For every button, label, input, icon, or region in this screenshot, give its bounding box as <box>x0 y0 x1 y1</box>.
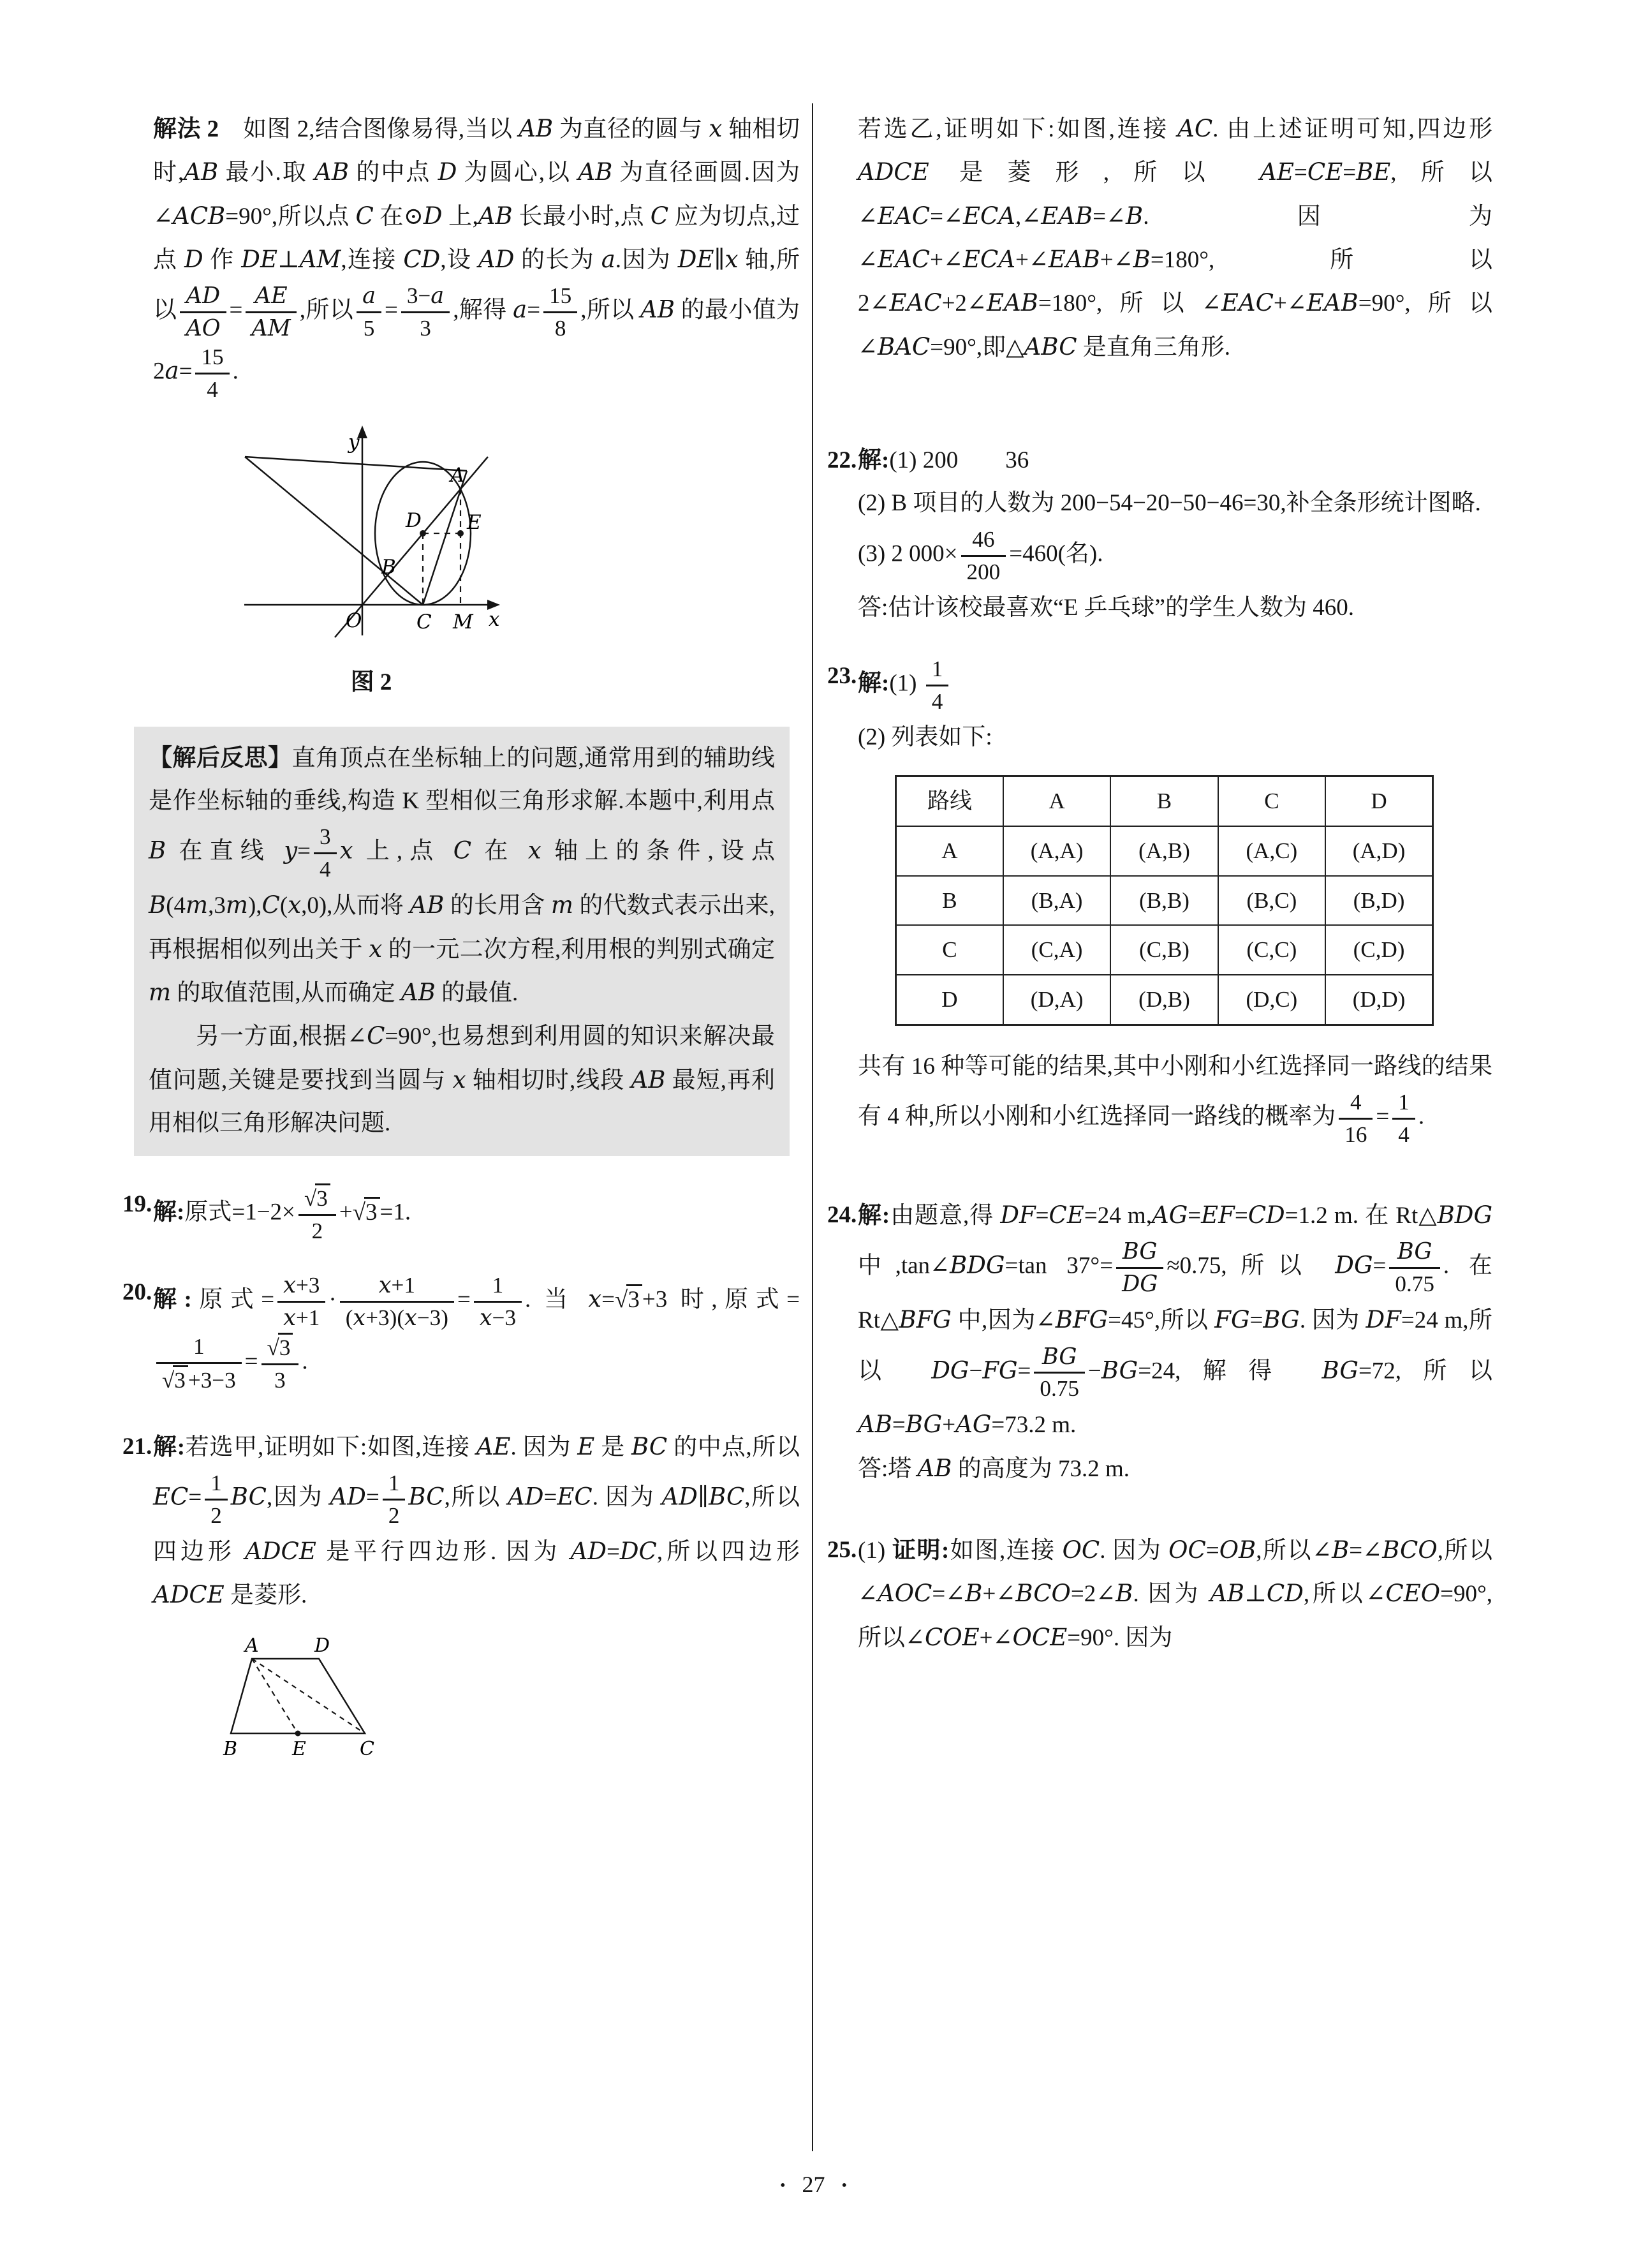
label-B: B <box>223 1737 238 1760</box>
math-var: CD <box>1266 1580 1304 1608</box>
math-var: BAC <box>878 332 931 360</box>
math-var: C <box>650 202 669 230</box>
math-var: AB <box>184 158 219 186</box>
fraction: $\frac{3-a}{3}$ <box>401 281 450 343</box>
radical-icon: √ <box>304 1186 317 1212</box>
sqrt: √3 <box>353 1199 380 1226</box>
math-var: AD <box>570 1538 607 1566</box>
column-left <box>122 107 800 1775</box>
math-var: AM <box>251 315 291 342</box>
bold-label: 解: <box>858 670 890 697</box>
math-var: x <box>709 115 723 142</box>
math-var: C <box>367 1022 385 1050</box>
item-body <box>858 1529 1492 1659</box>
table-row <box>896 925 1433 975</box>
figure-2-canvas <box>236 423 506 643</box>
fraction: $\frac{3}{4}$ <box>314 822 337 884</box>
line-vertex-to-C <box>245 457 423 605</box>
math-var: a <box>513 295 527 323</box>
math-var: BG <box>1321 1356 1358 1384</box>
label-D: D <box>406 509 422 533</box>
math-var: m <box>149 978 172 1006</box>
bold-label: 证明: <box>892 1538 950 1564</box>
math-var: AD <box>478 245 515 273</box>
answer-line-1: 解:(1) 200 36 <box>858 447 1029 473</box>
math-var: DE <box>241 245 277 273</box>
math-var: x <box>283 1305 296 1331</box>
math-var: D <box>184 245 203 273</box>
bold-label: 【解后反思】 <box>149 745 292 771</box>
page-number: 27 <box>802 2172 825 2197</box>
math-var: CE <box>1049 1201 1084 1229</box>
math-var: AB <box>401 978 436 1006</box>
fraction: $\frac{1}{√3 +3-3}$ <box>156 1332 242 1395</box>
math-var: a <box>362 283 376 309</box>
math-var: B <box>1332 1536 1350 1564</box>
point-E-dot <box>295 1730 301 1736</box>
math-var: C <box>453 836 472 864</box>
math-var: AOC <box>878 1580 932 1608</box>
table-cell: (B,B) <box>1110 876 1218 926</box>
math-var: x <box>452 1065 466 1093</box>
fraction: $\frac{√3}{3}$ <box>261 1332 299 1395</box>
figure-trapezoid <box>217 1636 383 1775</box>
solution-item-25 <box>827 1529 1492 1659</box>
item-body: 解:若选甲,证明如下:如图,连接 AE. 因为 E 是 BC 的中点,所以 EC= $\frac{1}{2}$ BC,因为 AD= $\frac{1}{2}$ BC,所以 AD=EC. 因为 AD∥BC,所以四边形 ADCE 是平行四边形. 因为 AD=DC,所以四边形 ADCE 是菱形. <box>153 1432 800 1609</box>
math-var: BE <box>1356 158 1391 186</box>
outcome-table-body <box>896 826 1433 1025</box>
math-var: BDG <box>950 1251 1005 1279</box>
math-var: B <box>965 1580 983 1608</box>
math-var: BG <box>1122 1238 1158 1265</box>
math-var: AB <box>478 202 513 230</box>
math-var: BCO <box>1015 1580 1071 1608</box>
header-cell: B <box>1110 776 1218 826</box>
math-var: CD <box>1248 1201 1285 1229</box>
fraction: $\frac{46}{200}$ <box>961 525 1006 586</box>
table-cell: (A,A) <box>1003 826 1110 876</box>
math-var: AE <box>1260 158 1295 186</box>
footer-dot-right: • <box>841 2177 847 2194</box>
math-var: AG <box>1151 1201 1188 1229</box>
reflection-paragraph-2: 另一方面,根据∠C=90°,也易想到利用圆的知识来解决最值问题,关键是要找到当圆与 x 轴相切时,线段 AB 最短,再利用相似三角形解决问题. <box>149 1022 776 1136</box>
fraction: $\frac{1}{2}$ <box>383 1469 406 1530</box>
answer-line-2: (2) 列表如下: <box>858 723 992 750</box>
table-cell: (D,C) <box>1218 975 1325 1025</box>
table-cell: (B,C) <box>1218 876 1325 926</box>
label-M: M <box>453 611 473 634</box>
header-cell: C <box>1218 776 1325 826</box>
math-var: BFG <box>1055 1306 1108 1334</box>
math-var: EAC <box>878 245 931 273</box>
item-number: 25. <box>827 1537 857 1564</box>
sqrt: √3 <box>304 1186 330 1211</box>
sqrt: √3 <box>267 1335 293 1360</box>
math-var: AB <box>631 1065 666 1093</box>
column-right <box>827 107 1492 1659</box>
label-x: x <box>489 608 500 632</box>
math-var: OC <box>1062 1536 1100 1564</box>
math-var: ADCE <box>858 158 929 186</box>
header-cell: 路线 <box>896 776 1003 826</box>
fraction: $\frac{1}{2}$ <box>205 1469 228 1530</box>
item-body: 解:原式= $\frac{x+3}{x+1}$ · $\frac{x+1}{(x+3)(x-3)}$ = $\frac{1}{x-3}$ . 当 x=√3 +3 时,原式= $\frac{1}{√3 +3-3}$ = $\frac{√3}{3}$ . <box>153 1271 800 1395</box>
math-var: x <box>527 836 541 864</box>
math-var: AO <box>186 315 221 342</box>
math-var: EAC <box>878 202 931 230</box>
math-var: DE <box>677 245 714 273</box>
footer-dot-left: • <box>780 2177 786 2194</box>
solution-item-19 <box>122 1183 800 1245</box>
math-var: BG <box>1397 1238 1432 1265</box>
trapezoid-canvas <box>217 1636 383 1761</box>
answer-line-1: 解:由题意,得 DF=CE=24 m,AG=EF=CD=1.2 m. 在 Rt△BDG 中,tan∠BDG=tan 37°= $\frac{BG}{DG}$ ≈0.75,所以 DG= $\frac{BG}{0.75}$ . 在 Rt△BFG 中,因为∠BFG=45°,所以 FG=BG. 因为 DF=24 m,所以 DG−FG= $\frac{BG}{0.75}$ −BG=24,解得 BG=72,所以 AB=BG+AG=73.2 m. <box>858 1201 1493 1439</box>
math-var: BCO <box>1382 1536 1438 1564</box>
math-var: AD <box>508 1483 544 1511</box>
table-header-row <box>896 776 1433 826</box>
math-var: EAB <box>1041 202 1093 230</box>
math-var: x <box>479 1305 492 1331</box>
math-var: AD <box>661 1483 698 1511</box>
fraction <box>1116 1237 1163 1298</box>
math-var: m <box>186 891 209 919</box>
math-var: AC <box>1177 115 1213 142</box>
item-number: 22. <box>827 447 857 473</box>
dashed-AE <box>252 1659 298 1733</box>
math-var: ACB <box>173 202 226 230</box>
math-var: FG <box>1214 1306 1250 1334</box>
math-var: BG <box>1263 1306 1300 1334</box>
math-var: OC <box>1168 1536 1206 1564</box>
fraction: $\frac{BG}{0.75}$ <box>1389 1237 1440 1298</box>
item-number: 21. <box>122 1433 152 1460</box>
label-B: B <box>381 556 396 579</box>
math-var: ECA <box>962 202 1015 230</box>
math-var: COE <box>925 1623 980 1651</box>
math-var: BDG <box>1437 1201 1493 1229</box>
fraction: $\frac{1}{4}$ <box>926 655 949 716</box>
math-var: AE <box>476 1432 511 1460</box>
table-cell: (D,A) <box>1003 975 1110 1025</box>
math-var: B <box>149 836 166 864</box>
bold-label: 解: <box>153 1434 186 1460</box>
answer-conclusion: 答:塔 AB 的高度为 73.2 m. <box>858 1454 1130 1482</box>
math-var: EAB <box>986 289 1038 317</box>
math-var: a <box>601 245 615 273</box>
math-var: EAB <box>1306 289 1358 317</box>
math-var: a <box>165 357 179 385</box>
math-var: AB <box>1210 1580 1245 1608</box>
math-var: AD <box>330 1483 366 1511</box>
bold-label: 解: <box>153 1199 185 1226</box>
math-var: a <box>431 283 445 309</box>
item-number: 19. <box>122 1191 152 1218</box>
math-var: BC <box>408 1483 445 1511</box>
math-var: m <box>225 891 248 919</box>
table-cell: (A,B) <box>1110 826 1218 876</box>
header-cell: D <box>1325 776 1432 826</box>
math-var: CD <box>403 245 441 273</box>
math-var: D <box>423 202 443 230</box>
math-var: B <box>149 891 166 919</box>
math-var: FG <box>982 1356 1018 1384</box>
item-body: 解:原式=1−2× $\frac{√3}{2}$ +√3 =1. <box>153 1183 800 1245</box>
math-var: OB <box>1219 1536 1256 1564</box>
math-var: AE <box>254 283 288 309</box>
math-var: C <box>355 202 374 230</box>
math-var: EC <box>557 1483 593 1511</box>
math-var: DG <box>1122 1271 1158 1298</box>
item-number: 24. <box>827 1201 857 1228</box>
radical-icon: √ <box>267 1335 279 1360</box>
math-var: BG <box>1101 1356 1138 1384</box>
math-var: EAC <box>1221 289 1274 317</box>
label-E: E <box>467 511 482 535</box>
fraction: $\frac{1}{4}$ <box>1392 1088 1415 1149</box>
math-var: C <box>261 891 280 919</box>
bold-label: 解: <box>858 1202 890 1229</box>
fraction: $\frac{x+3}{x+1}$ <box>277 1271 325 1332</box>
math-var: ECA <box>962 245 1015 273</box>
math-var: m <box>550 891 574 919</box>
math-var: AB <box>917 1454 952 1482</box>
figure-2-caption: 图 2 <box>350 669 392 696</box>
math-var: AB <box>314 158 350 186</box>
math-var: AB <box>640 295 675 323</box>
math-var: AM <box>299 245 341 273</box>
answer-conclusion: 共有 16 种等可能的结果,其中小刚和小红选择同一路线的结果有 4 种,所以小刚和小红选择同一路线的概率为 $\frac{4}{16}$ = $\frac{1}{4}$ . <box>858 1045 1492 1149</box>
math-var: OCE <box>1012 1623 1068 1651</box>
method2-paragraph: 解法 2 如图 2,结合图像易得,当以 AB 为直径的圆与 x 轴相切时,AB 最小.取 AB 的中点 D 为圆心,以 AB 为直径画圆.因为∠ACB=90°,所以点 C 在⊙D 上,AB 长最小时,点 C 应为切点,过点 D 作 DE⊥AM,连接 CD,设 AD 的长为 a.因为 DE∥x 轴,所以 $\frac{AD}{AO}$ = $\frac{AE}{AM}$ ,所以 $\frac{a}{5}$ = $\frac{3-a}{3}$ ,解得 a= $\frac{15}{8}$ ,所以 AB 的最小值为 2a= $\frac{15}{4}$ . <box>153 107 800 404</box>
fraction: $\frac{15}{4}$ <box>195 343 229 404</box>
solution-item-22 <box>827 439 1492 629</box>
math-var: B <box>1115 1580 1133 1608</box>
math-var: DC <box>619 1538 657 1566</box>
math-var: DG <box>1335 1251 1373 1279</box>
math-var: EC <box>153 1483 189 1511</box>
math-var: CE <box>1307 158 1343 186</box>
math-var: DF <box>1000 1201 1036 1229</box>
sqrt: √3 <box>615 1287 642 1313</box>
fraction: $\frac{x+1}{(x+3)(x-3)}$ <box>340 1271 454 1332</box>
math-var: x <box>288 891 302 919</box>
math-var: AB <box>578 158 613 186</box>
fraction: $\frac{√3}{2}$ <box>298 1183 336 1245</box>
table-cell: (D,B) <box>1110 975 1218 1025</box>
label-O: O <box>346 609 362 633</box>
outcome-table <box>895 775 1434 1026</box>
answer-conclusion: 答:估计该校最喜欢“E 乒乓球”的学生人数为 460. <box>858 594 1354 621</box>
bold-label: 解法 2 <box>153 116 219 142</box>
label-A: A <box>450 464 465 487</box>
item-body <box>858 1194 1492 1490</box>
table-cell: (C,A) <box>1003 925 1110 975</box>
table-cell: D <box>896 975 1003 1025</box>
math-var: ABC <box>1024 332 1077 360</box>
math-var: B <box>1126 202 1144 230</box>
label-y: y <box>348 431 360 454</box>
math-var: BG <box>905 1411 943 1439</box>
table-cell: B <box>896 876 1003 926</box>
math-var: ADCE <box>153 1581 225 1609</box>
math-var: x <box>404 1305 417 1331</box>
label-C: C <box>416 611 432 634</box>
label-A: A <box>245 1636 259 1657</box>
math-var: DF <box>1366 1306 1401 1334</box>
math-var: B <box>1133 245 1151 273</box>
math-var: E <box>577 1432 595 1460</box>
math-var: BC <box>709 1483 745 1511</box>
table-row <box>896 876 1433 926</box>
math-var: x <box>353 1305 366 1331</box>
math-var: x <box>369 935 383 963</box>
label-C: C <box>360 1737 374 1760</box>
math-var: ADCE <box>245 1538 316 1566</box>
table-cell: (C,B) <box>1110 925 1218 975</box>
outcome-table-head <box>896 776 1433 826</box>
table-cell: (A,C) <box>1218 826 1325 876</box>
table-cell: (D,D) <box>1325 975 1432 1025</box>
trapezoid-outline <box>231 1659 365 1733</box>
math-var: BC <box>631 1432 668 1460</box>
fraction <box>246 281 296 343</box>
math-var: x <box>339 836 353 864</box>
table-cell: (B,A) <box>1003 876 1110 926</box>
table-cell: (C,D) <box>1325 925 1432 975</box>
page-footer <box>0 2164 1627 2206</box>
dashed-AC <box>252 1659 365 1733</box>
math-var: DG <box>931 1356 969 1384</box>
item-number: 23. <box>827 662 857 689</box>
header-cell: A <box>1003 776 1110 826</box>
math-var: AB <box>519 115 554 142</box>
math-var: D <box>438 158 457 186</box>
fraction <box>180 281 226 343</box>
fraction: $\frac{a}{5}$ <box>357 281 381 343</box>
table-cell: (B,D) <box>1325 876 1432 926</box>
reflection-paragraph-1: 【解后反思】直角顶点在坐标轴上的问题,通常用到的辅助线是作坐标轴的垂线,构造 K 型相似三角形求解.本题中,利用点 B 在直线 y= $\frac{3}{4}$ x 上,点 C 在 x 轴上的条件,设点 B(4m,3m),C(x,0),从而将 AB 的长用含 m 的代数式表示出来,再根据相似列出关于 x 的一元二次方程,利用根的判别式确定 m 的取值范围,从而确定 AB 的最值. <box>149 745 776 1006</box>
continuation-paragraph-21: 若选乙,证明如下:如图,连接 AC. 由上述证明可知,四边形 ADCE 是菱形,所以 AE=CE=BE,所以∠EAC=∠ECA,∠EAB=∠B.因为∠EAC+∠ECA+∠EAB+∠B=180°,所以 2∠EAC+2∠EAB=180°,所以∠EAC+∠EAB=90°,所以∠BAC=90°,即△ABC 是直角三角形. <box>858 115 1493 360</box>
column-divider <box>812 103 813 2151</box>
math-var: BG <box>1042 1343 1077 1370</box>
math-var: AB <box>858 1411 892 1439</box>
math-var: x <box>283 1272 296 1299</box>
table-cell: C <box>896 925 1003 975</box>
table-cell: (A,D) <box>1325 826 1432 876</box>
math-var: AB <box>409 891 445 919</box>
answer-line-3: (3) 2 000× $\frac{46}{200}$ =460(名). <box>858 525 1492 586</box>
solution-item-23 <box>827 655 1492 1149</box>
table-row <box>896 826 1433 876</box>
reflection-box <box>134 727 790 1157</box>
fraction: $\frac{4}{16}$ <box>1339 1088 1373 1149</box>
radical-icon: √ <box>162 1367 175 1393</box>
point-E-dot <box>457 530 464 537</box>
table-row <box>896 975 1433 1025</box>
table-cell: (C,C) <box>1218 925 1325 975</box>
table-cell: A <box>896 826 1003 876</box>
math-var: AG <box>955 1411 992 1439</box>
label-D: D <box>314 1636 330 1657</box>
math-var: x <box>378 1272 392 1299</box>
solution-item-20 <box>122 1271 800 1395</box>
math-var: AD <box>186 283 221 309</box>
math-var: EAC <box>889 289 942 317</box>
solution-item-21 <box>122 1425 800 1617</box>
proof-line-1: (1) 证明:如图,连接 OC. 因为 OC=OB,所以∠B=∠BCO,所以∠AOC=∠B+∠BCO=2∠B. 因为 AB⊥CD,所以∠CEO=90°,所以∠COE+∠OCE=90°. 因为 <box>858 1536 1493 1651</box>
answer-line-2: (2) B 项目的人数为 200−54−20−50−46=30,补全条形统计图略. <box>858 490 1481 517</box>
fraction: $\frac{BG}{0.75}$ <box>1034 1342 1085 1404</box>
sqrt: √3 <box>162 1368 188 1393</box>
math-var: CEO <box>1385 1580 1441 1608</box>
math-var: y <box>284 836 298 864</box>
math-var: x <box>588 1285 602 1313</box>
answer-line-1: 解:(1) $\frac{1}{4}$ <box>858 655 1492 716</box>
fraction: $\frac{1}{x-3}$ <box>474 1271 522 1332</box>
item-number: 20. <box>122 1279 152 1306</box>
label-E: E <box>292 1737 306 1760</box>
solution-item-24 <box>827 1194 1492 1490</box>
bold-label: 解: <box>153 1286 192 1313</box>
item-body <box>858 439 1492 629</box>
math-var: BC <box>230 1483 267 1511</box>
item-body <box>858 655 1492 1149</box>
radical-icon: √ <box>615 1286 628 1313</box>
bold-label: 解: <box>858 447 890 473</box>
math-var: EAB <box>1048 245 1100 273</box>
radical-icon: √ <box>352 1199 365 1226</box>
fraction: $\frac{15}{8}$ <box>543 281 577 343</box>
math-var: BFG <box>899 1306 952 1334</box>
math-var: EF <box>1201 1201 1235 1229</box>
math-var: x <box>725 245 739 273</box>
figure-2 <box>236 423 506 704</box>
